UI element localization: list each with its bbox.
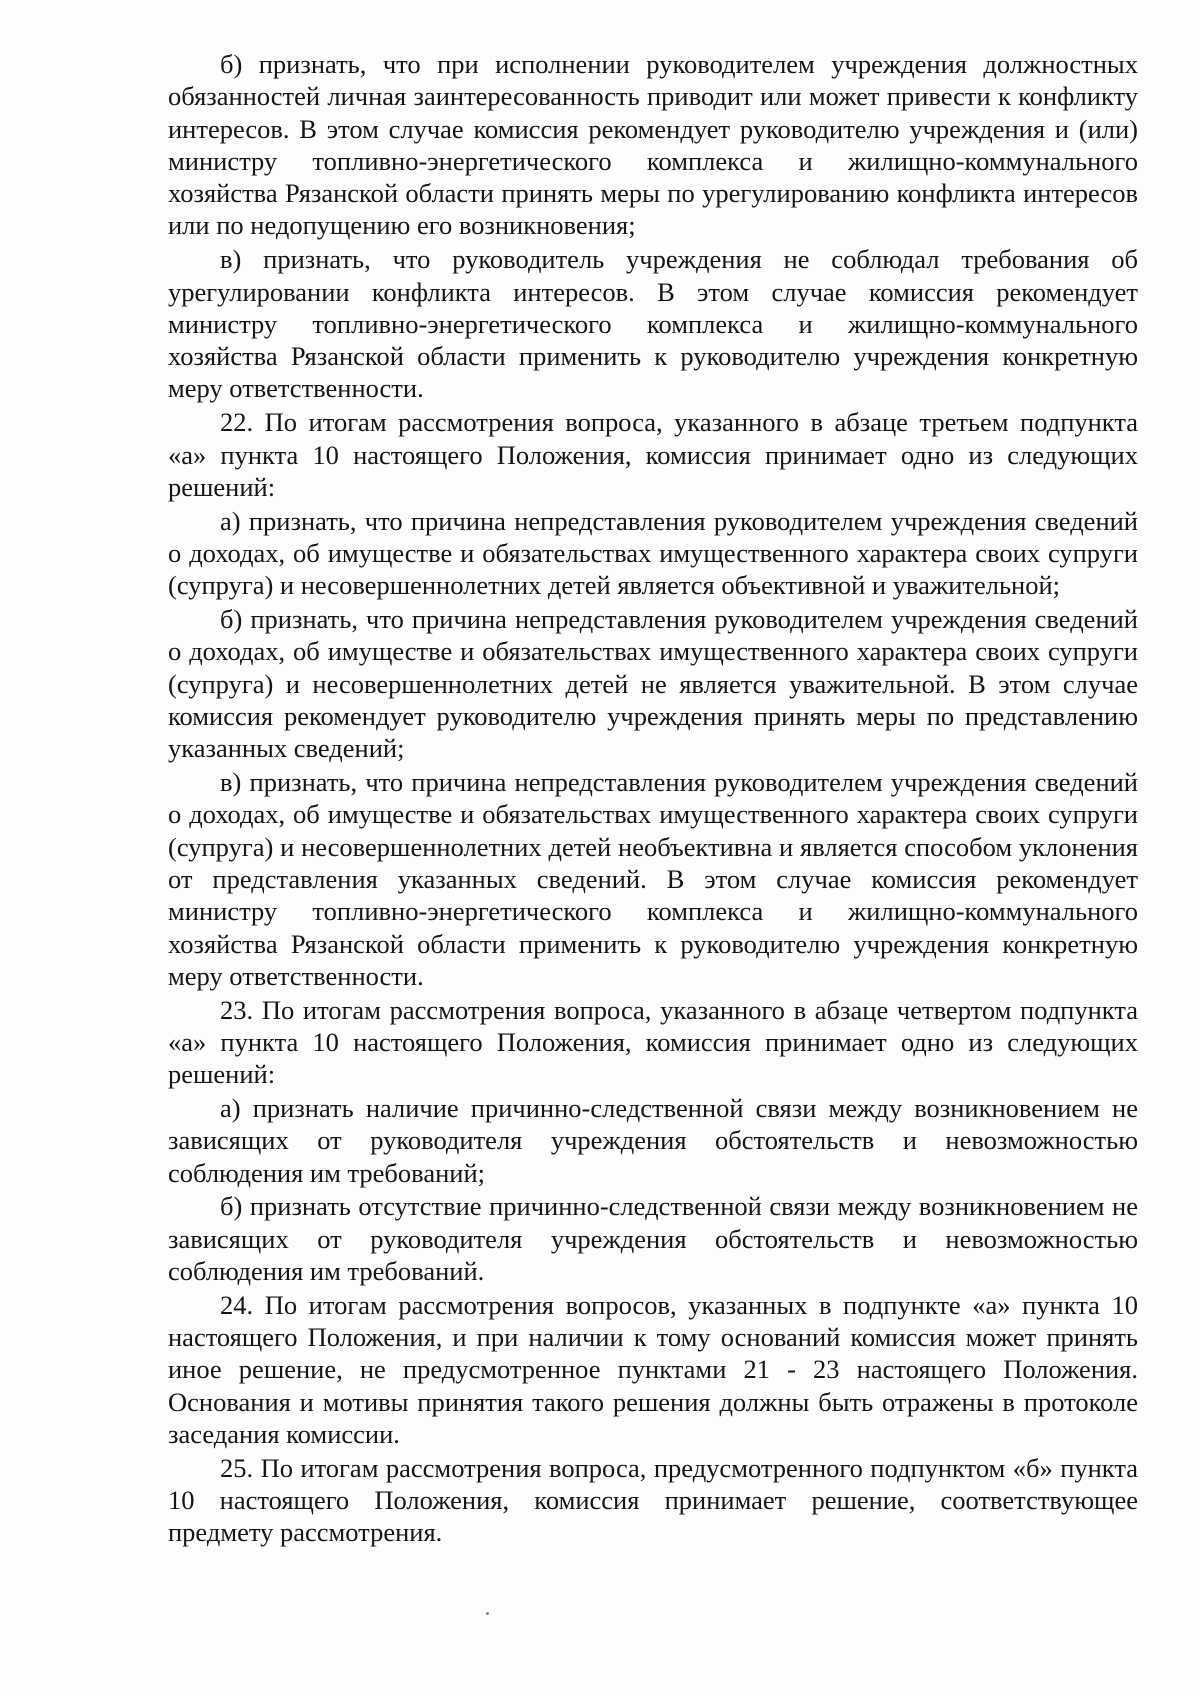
paragraph-22v: в) признать, что причина непредставления руководителем учреждения сведений о доходах, об имуществе и обязательствах имущественного характера своих супруги (супруга) и несовершеннолетних детей необъективна и является способом уклонения от представления указанных сведений. В этом случае комиссия рекомендует министру топливно-энергетического комплекса и жилищно-коммунального хозяйства Рязанской области применить к руководителю учреждения конкретную меру ответственности. (168, 767, 1138, 991)
paragraph-22a: а) признать, что причина непредставления руководителем учреждения сведений о доходах, об имуществе и обязательствах имущественного характера своих супруги (супруга) и несовершеннолетних детей является объективной и уважительной; (168, 505, 1138, 601)
paragraph-22: 22. По итогам рассмотрения вопроса, указанного в абзаце третьем подпункта «а» пункта 10 настоящего Положения, комиссия принимает одно из следующих решений: (168, 407, 1138, 502)
paragraph-23b: б) признать отсутствие причинно-следственной связи между возникновением не зависящих от руководителя учреждения обстоятельств и невозможностью соблюдения им требований. (168, 1191, 1138, 1286)
document-body (168, 48, 1138, 1550)
paragraph-21b: б) признать, что при исполнении руководителем учреждения должностных обязанностей личная заинтересованность приводит или может привести к конфликту интересов. В этом случае комиссия рекомендует руководителю учреждения и (или) министру топливно-энергетического комплекса и жилищно-коммунального хозяйства Рязанской области принять меры по урегулированию конфликта интересов или по недопущению его возникновения; (168, 49, 1138, 241)
paragraph-23a: а) признать наличие причинно-следственной связи между возникновением не зависящих от руководителя учреждения обстоятельств и невозможностью соблюдения им требований; (168, 1093, 1138, 1188)
paragraph-22b: б) признать, что причина непредставления руководителем учреждения сведений о доходах, об имуществе и обязательствах имущественного характера своих супруги (супруга) и несовершеннолетних детей не является уважительной. В этом случае комиссия рекомендует руководителю учреждения принять меры по представлению указанных сведений; (168, 604, 1138, 764)
paragraph-25: 25. По итогам рассмотрения вопроса, предусмотренного подпунктом «б» пункта 10 настоящего Положения, комиссия принимает решение, соответствующее предмету рассмотрения. (168, 1452, 1138, 1548)
scan-speck (486, 1612, 489, 1615)
paragraph-23: 23. По итогам рассмотрения вопроса, указанного в абзаце четвертом подпункта «а» пункта 10 настоящего Положения, комиссия принимает одно из следующих решений: (168, 994, 1138, 1090)
paragraph-21v: в) признать, что руководитель учреждения не соблюдал требования об урегулировании конфликта интересов. В этом случае комиссия рекомендует министру топливно-энергетического комплекса и жилищно-коммунального хозяйства Рязанской области применить к руководителю учреждения конкретную меру ответственности. (168, 244, 1138, 404)
paragraph-24: 24. По итогам рассмотрения вопросов, указанных в подпункте «а» пункта 10 настоящего Положения, и при наличии к тому оснований комиссия может принять иное решение, не предусмотренное пунктами 21 - 23 настоящего Положения. Основания и мотивы принятия такого решения должны быть отражены в протоколе заседания комиссии. (168, 1289, 1138, 1449)
